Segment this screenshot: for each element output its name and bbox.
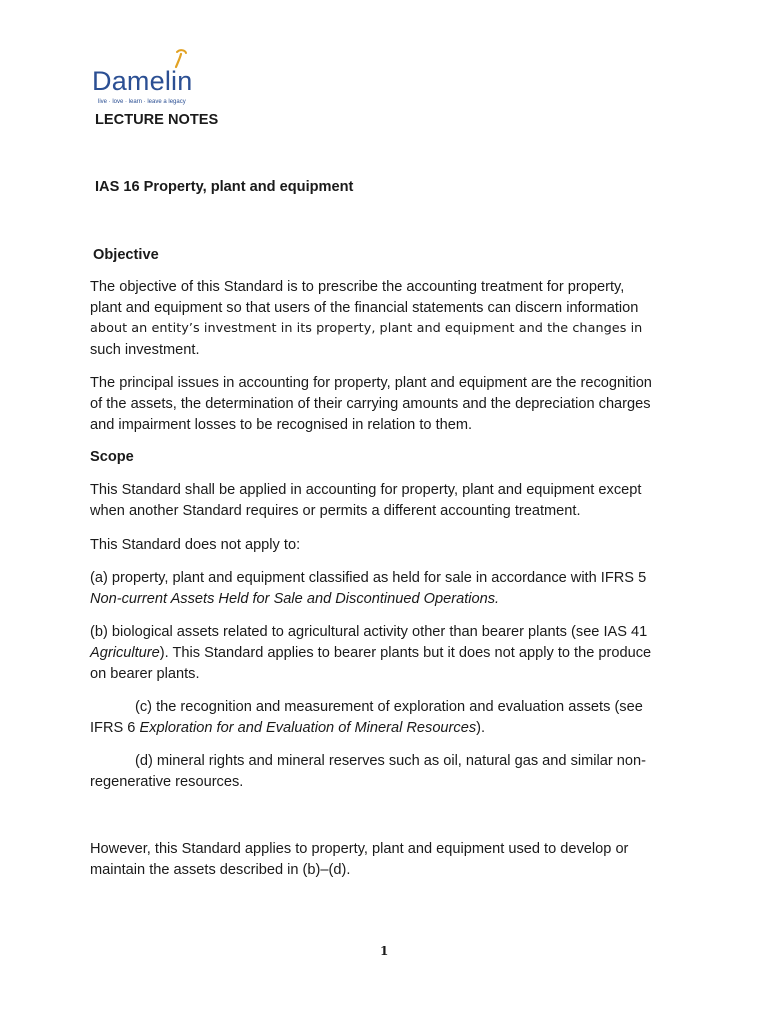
objective-p1-line: about an entity’s investment in its property, plant and equipment and the changes in <box>90 321 643 336</box>
closing-line: However, this Standard applies to property, plant and equipment used to develop or <box>90 841 629 857</box>
scope-heading: Scope <box>90 449 134 465</box>
objective-heading: Objective <box>93 247 159 263</box>
item-c-line2 <box>90 718 485 739</box>
objective-p2-line: and impairment losses to be recognised in relation to them. <box>90 417 473 433</box>
objective-p2-line: The principal issues in accounting for property, plant and equipment are the recognition <box>90 375 652 391</box>
item-d-line2: regenerative resources. <box>90 774 244 790</box>
item-b-italic: Agriculture <box>90 645 160 661</box>
objective-p2-line: of the assets, the determination of their carrying amounts and the depreciation charges <box>90 396 651 412</box>
logo-tagline: live · love · learn · leave a legacy <box>98 99 186 105</box>
scope-p1-line: when another Standard requires or permits a different accounting treatment. <box>90 503 581 519</box>
objective-p1-line: such investment. <box>90 342 200 358</box>
item-b-rest: ). This Standard applies to bearer plants but it does not apply to the produce <box>159 645 652 661</box>
item-a-line2: Non-current Assets Held for Sale and Discontinued Operations. <box>90 591 500 607</box>
logo-wordmark: Damelin <box>92 66 193 96</box>
item-b-line3: on bearer plants. <box>90 666 200 682</box>
page-title: IAS 16 Property, plant and equipment <box>95 179 354 195</box>
item-b-line1: (b) biological assets related to agricultural activity other than bearer plants (see IAS 41 <box>90 624 648 640</box>
damelin-logo <box>92 48 222 110</box>
page-number: 1 <box>380 944 389 958</box>
scope-p1-line: This Standard shall be applied in accounting for property, plant and equipment except <box>90 482 642 498</box>
item-b-line2 <box>90 643 651 664</box>
closing-line: maintain the assets described in (b)–(d). <box>90 862 351 878</box>
item-c-line1: (c) the recognition and measurement of exploration and evaluation assets (see <box>135 699 643 715</box>
doc-label: LECTURE NOTES <box>95 112 219 128</box>
item-d-line1: (d) mineral rights and mineral reserves such as oil, natural gas and similar non- <box>135 753 647 769</box>
objective-p1-line: plant and equipment so that users of the financial statements can discern information <box>90 300 639 316</box>
item-c-post: ). <box>476 720 486 736</box>
objective-p1-line: The objective of this Standard is to prescribe the accounting treatment for property, <box>90 279 625 295</box>
item-a-line1: (a) property, plant and equipment classified as held for sale in accordance with IFRS 5 <box>90 570 647 586</box>
scope-p2: This Standard does not apply to: <box>90 537 301 553</box>
item-c-italic: Exploration for and Evaluation of Mineral Resources <box>139 720 477 736</box>
item-c-pre: IFRS 6 <box>90 720 140 736</box>
